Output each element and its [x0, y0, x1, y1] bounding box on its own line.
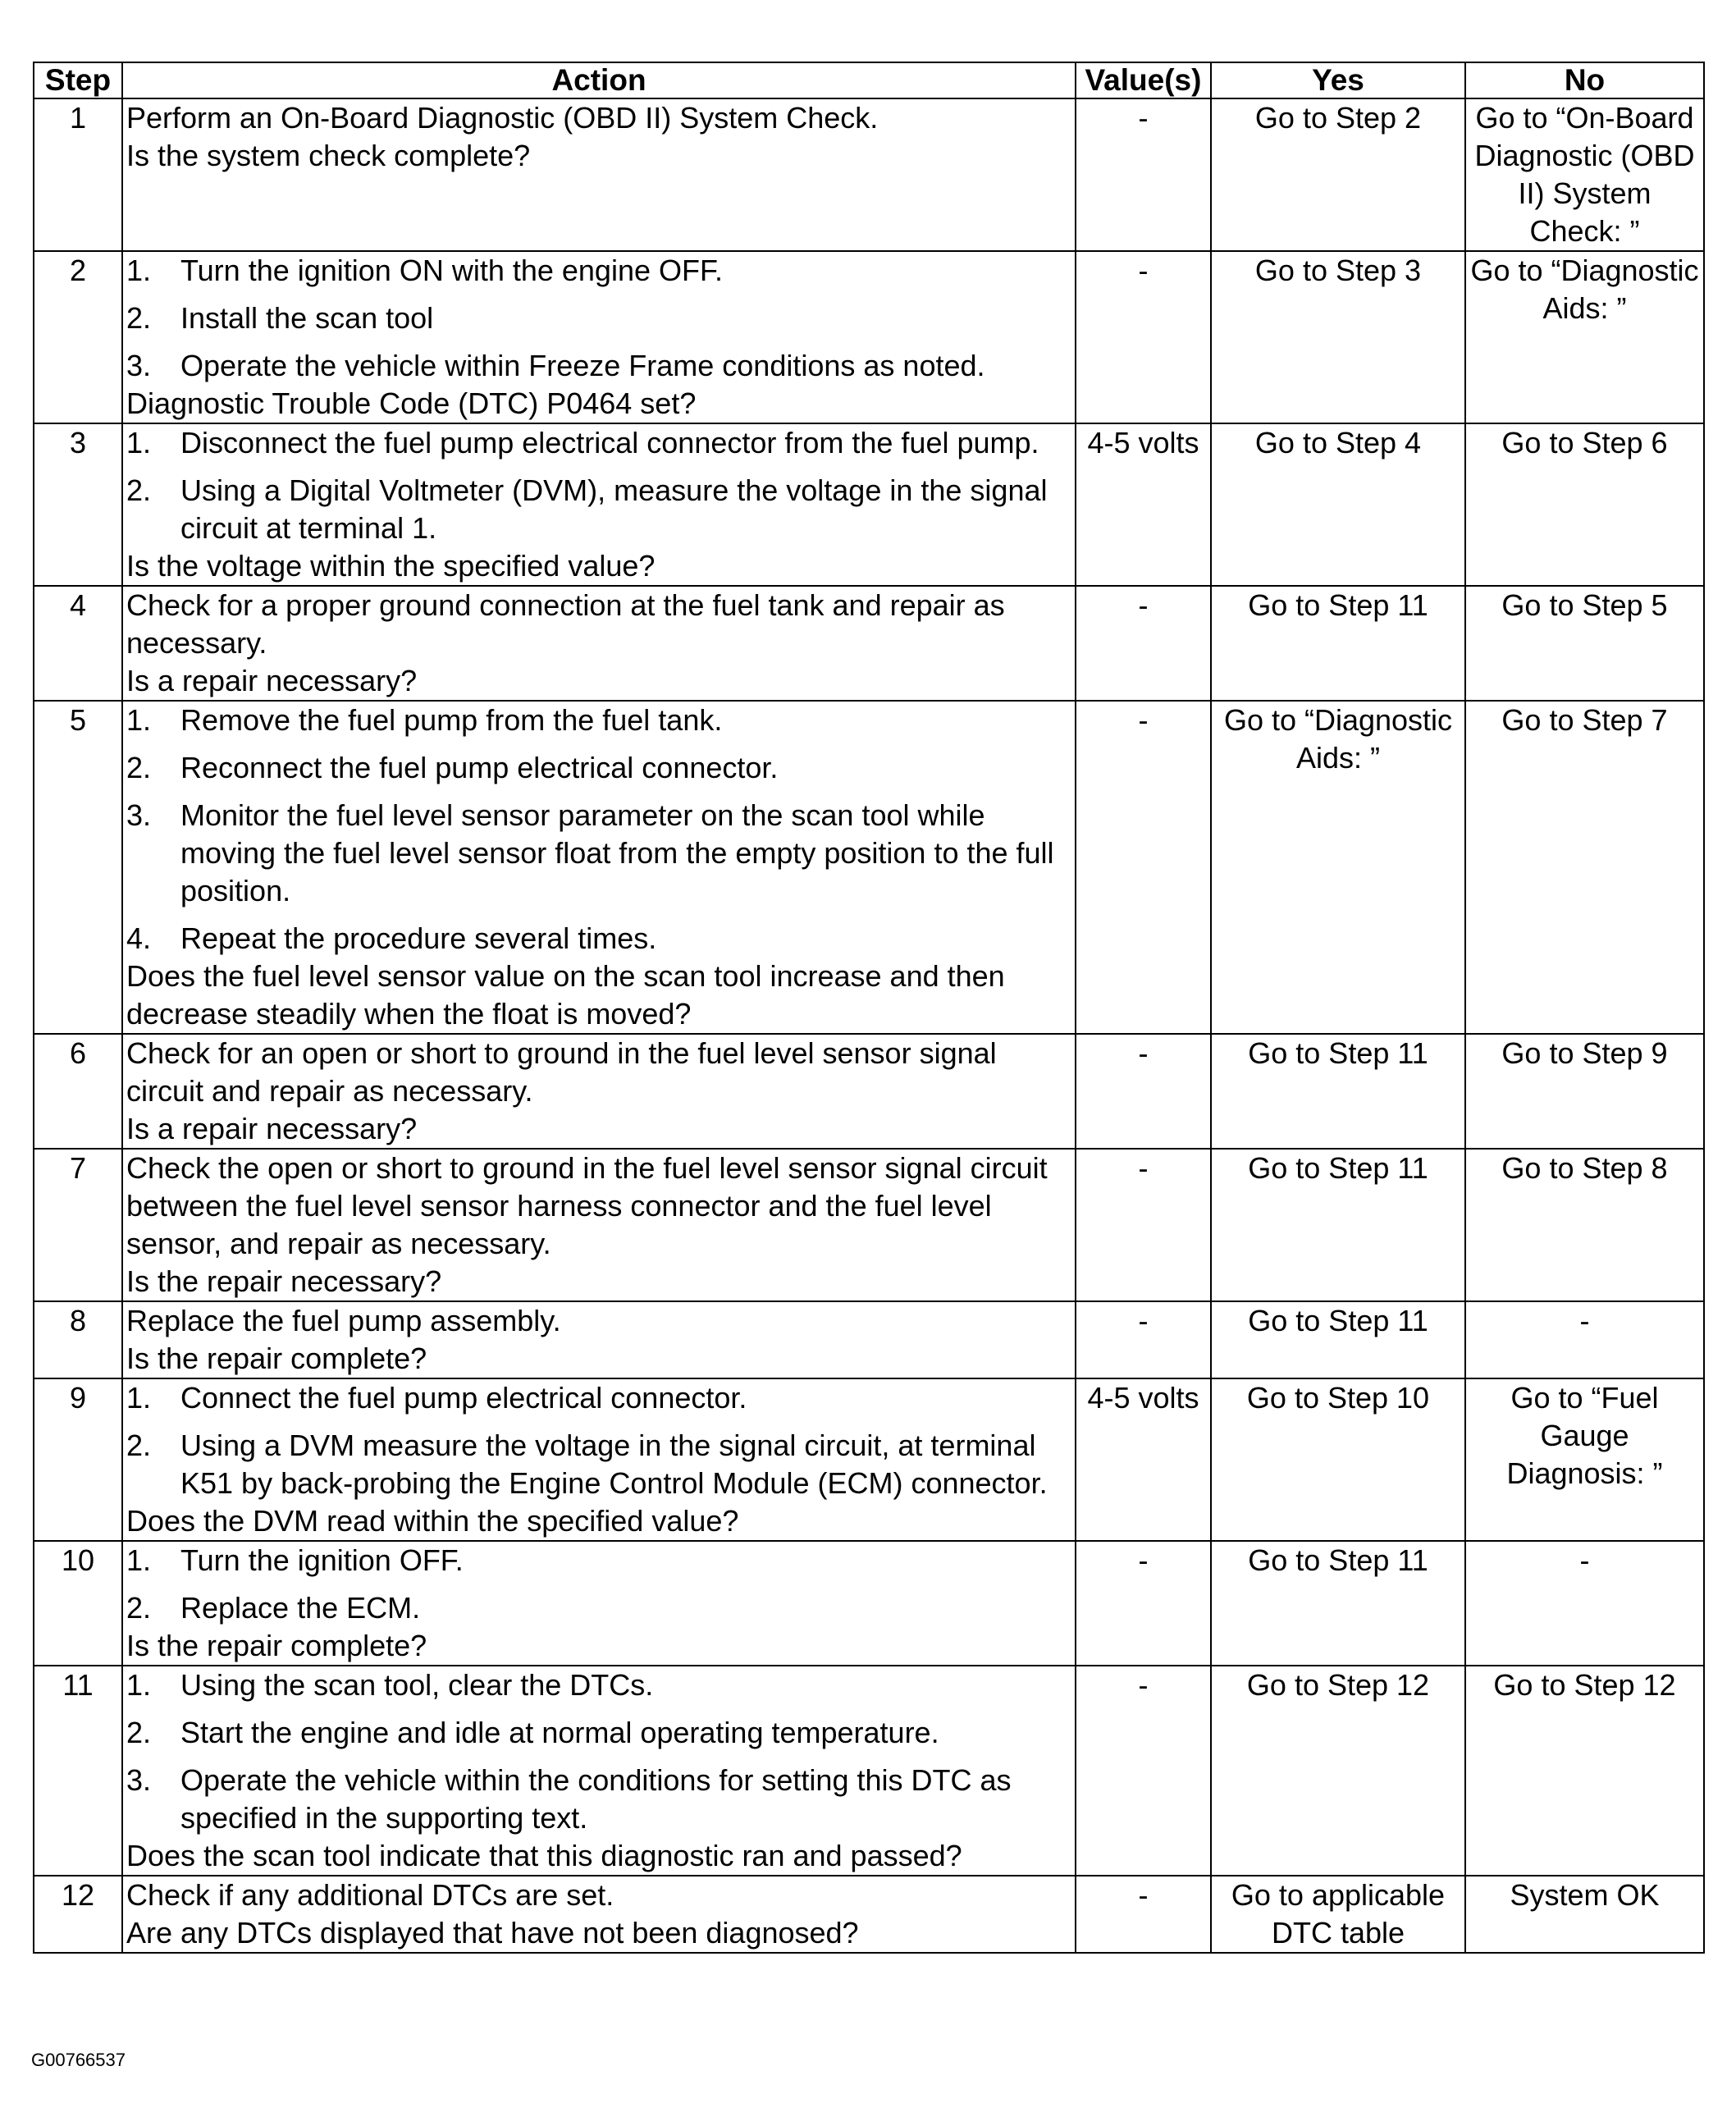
- yes-cell: Go to Step 10: [1211, 1378, 1465, 1541]
- item-number: 3.: [126, 1763, 152, 1797]
- action-cell: [122, 1666, 1076, 1876]
- table-row: [34, 1034, 1704, 1149]
- header-yes: Yes: [1211, 62, 1465, 98]
- value-cell: -: [1076, 251, 1211, 423]
- value-cell: 4-5 volts: [1076, 1378, 1211, 1541]
- action-question: Diagnostic Trouble Code (DTC) P0464 set?: [126, 386, 697, 420]
- action-cell: [122, 1541, 1076, 1666]
- item-number: 2.: [126, 751, 152, 784]
- action-question: Is the system check complete?: [126, 139, 531, 172]
- item-number: 4.: [126, 921, 152, 955]
- no-cell: Go to Step 8: [1465, 1149, 1704, 1301]
- action-step-item: [126, 1666, 1071, 1704]
- table-row: [34, 701, 1704, 1034]
- action-step-item: [126, 702, 1071, 739]
- action-text: Check if any additional DTCs are set.: [126, 1878, 614, 1912]
- step-number: 3: [34, 423, 122, 586]
- table-row: [34, 1301, 1704, 1378]
- step-number: 4: [34, 586, 122, 701]
- action-step-item: [126, 1542, 1071, 1579]
- item-number: 1.: [126, 1543, 152, 1577]
- item-number: 3.: [126, 798, 152, 832]
- yes-cell: Go to Step 4: [1211, 423, 1465, 586]
- header-row: [34, 62, 1704, 98]
- item-text: Repeat the procedure several times.: [180, 921, 657, 955]
- action-question: Does the DVM read within the specified value?: [126, 1504, 739, 1538]
- action-step-item: [126, 1762, 1071, 1837]
- table-row: [34, 1876, 1704, 1953]
- yes-cell: Go to Step 3: [1211, 251, 1465, 423]
- item-text: Monitor the fuel level sensor parameter on the scan tool while moving the fuel level sensor float from the empty position to the full position.: [180, 798, 1054, 907]
- step-number: 10: [34, 1541, 122, 1666]
- action-question: Is a repair necessary?: [126, 664, 418, 697]
- action-step-item: [126, 1427, 1071, 1502]
- yes-cell: Go to Step 11: [1211, 586, 1465, 701]
- step-number: 8: [34, 1301, 122, 1378]
- item-text: Start the engine and idle at normal operating temperature.: [180, 1716, 939, 1749]
- value-cell: -: [1076, 98, 1211, 251]
- table-row: [34, 586, 1704, 701]
- action-text: Perform an On-Board Diagnostic (OBD II) System Check.: [126, 101, 879, 135]
- no-cell: Go to “On-Board Diagnostic (OBD II) System Check: ”: [1465, 98, 1704, 251]
- item-text: Remove the fuel pump from the fuel tank.: [180, 703, 723, 737]
- figure-id: G00766537: [31, 2050, 126, 2070]
- item-text: Turn the ignition ON with the engine OFF.: [180, 254, 723, 287]
- action-step-item: [126, 252, 1071, 290]
- item-text: Using a DVM measure the voltage in the signal circuit, at terminal K51 by back-probing the Engine Control Module (ECM) connector.: [180, 1428, 1048, 1500]
- yes-cell: Go to “Diagnostic Aids: ”: [1211, 701, 1465, 1034]
- yes-cell: Go to Step 11: [1211, 1034, 1465, 1149]
- item-text: Disconnect the fuel pump electrical connector from the fuel pump.: [180, 426, 1039, 459]
- action-text: Check for a proper ground connection at the fuel tank and repair as necessary.: [126, 588, 1005, 660]
- table-row: [34, 98, 1704, 251]
- action-step-item: [126, 797, 1071, 910]
- yes-cell: Go to Step 2: [1211, 98, 1465, 251]
- step-number: 2: [34, 251, 122, 423]
- table-row: [34, 1378, 1704, 1541]
- value-cell: -: [1076, 1149, 1211, 1301]
- item-number: 1.: [126, 1668, 152, 1702]
- no-cell: Go to Step 5: [1465, 586, 1704, 701]
- action-question: Are any DTCs displayed that have not been diagnosed?: [126, 1916, 859, 1950]
- item-number: 1.: [126, 1381, 152, 1415]
- action-step-item: [126, 299, 1071, 337]
- action-text: Check for an open or short to ground in the fuel level sensor signal circuit and repair as necessary.: [126, 1036, 997, 1108]
- action-step-item: [126, 424, 1071, 462]
- action-question: Is the voltage within the specified value?: [126, 549, 656, 583]
- item-text: Reconnect the fuel pump electrical connector.: [180, 751, 779, 784]
- action-cell: [122, 586, 1076, 701]
- item-number: 2.: [126, 1428, 152, 1462]
- item-number: 2.: [126, 1716, 152, 1749]
- no-cell: -: [1465, 1541, 1704, 1666]
- action-question: Does the scan tool indicate that this diagnostic ran and passed?: [126, 1839, 962, 1872]
- item-number: 1.: [126, 254, 152, 287]
- value-cell: -: [1076, 1666, 1211, 1876]
- item-number: 3.: [126, 349, 152, 382]
- step-number: 5: [34, 701, 122, 1034]
- table-row: [34, 1666, 1704, 1876]
- item-number: 1.: [126, 703, 152, 737]
- action-cell: [122, 251, 1076, 423]
- step-number: 6: [34, 1034, 122, 1149]
- action-cell: [122, 1034, 1076, 1149]
- action-step-item: [126, 749, 1071, 787]
- value-cell: -: [1076, 586, 1211, 701]
- item-number: 2.: [126, 301, 152, 335]
- action-cell: [122, 423, 1076, 586]
- no-cell: Go to Step 9: [1465, 1034, 1704, 1149]
- no-cell: Go to Step 6: [1465, 423, 1704, 586]
- table-row: [34, 1149, 1704, 1301]
- no-cell: Go to “Fuel Gauge Diagnosis: ”: [1465, 1378, 1704, 1541]
- action-question: Is a repair necessary?: [126, 1112, 418, 1145]
- yes-cell: Go to Step 11: [1211, 1301, 1465, 1378]
- yes-cell: Go to Step 11: [1211, 1149, 1465, 1301]
- action-cell: [122, 1149, 1076, 1301]
- value-cell: -: [1076, 1034, 1211, 1149]
- action-step-item: [126, 1589, 1071, 1627]
- item-text: Replace the ECM.: [180, 1591, 421, 1625]
- yes-cell: Go to applicable DTC table: [1211, 1876, 1465, 1953]
- step-number: 9: [34, 1378, 122, 1541]
- step-number: 12: [34, 1876, 122, 1953]
- header-no: No: [1465, 62, 1704, 98]
- header-values: Value(s): [1076, 62, 1211, 98]
- table-row: [34, 423, 1704, 586]
- action-question: Does the fuel level sensor value on the scan tool increase and then decrease steadily when the float is moved?: [126, 959, 1005, 1031]
- action-question: Is the repair complete?: [126, 1629, 427, 1662]
- action-text: Check the open or short to ground in the fuel level sensor signal circuit between the fuel level sensor harness connector and the fuel level sensor, and repair as necessary.: [126, 1151, 1048, 1260]
- action-question: Is the repair necessary?: [126, 1264, 442, 1298]
- table-body: [34, 98, 1704, 1953]
- action-cell: [122, 1301, 1076, 1378]
- item-text: Connect the fuel pump electrical connector.: [180, 1381, 747, 1415]
- action-step-item: [126, 920, 1071, 958]
- item-number: 1.: [126, 426, 152, 459]
- item-text: Turn the ignition OFF.: [180, 1543, 464, 1577]
- table-row: [34, 1541, 1704, 1666]
- value-cell: -: [1076, 701, 1211, 1034]
- yes-cell: Go to Step 11: [1211, 1541, 1465, 1666]
- action-question: Is the repair complete?: [126, 1342, 427, 1375]
- action-step-item: [126, 347, 1071, 385]
- no-cell: Go to “Diagnostic Aids: ”: [1465, 251, 1704, 423]
- item-text: Using the scan tool, clear the DTCs.: [180, 1668, 654, 1702]
- no-cell: Go to Step 12: [1465, 1666, 1704, 1876]
- action-text: Replace the fuel pump assembly.: [126, 1304, 561, 1337]
- value-cell: -: [1076, 1876, 1211, 1953]
- action-step-item: [126, 1379, 1071, 1417]
- yes-cell: Go to Step 12: [1211, 1666, 1465, 1876]
- value-cell: 4-5 volts: [1076, 423, 1211, 586]
- item-number: 2.: [126, 1591, 152, 1625]
- no-cell: -: [1465, 1301, 1704, 1378]
- value-cell: -: [1076, 1301, 1211, 1378]
- step-number: 1: [34, 98, 122, 251]
- header-action: Action: [122, 62, 1076, 98]
- step-number: 11: [34, 1666, 122, 1876]
- header-step: Step: [34, 62, 122, 98]
- action-step-item: [126, 472, 1071, 547]
- value-cell: -: [1076, 1541, 1211, 1666]
- item-text: Operate the vehicle within the conditions for setting this DTC as specified in the supporting text.: [180, 1763, 1012, 1835]
- action-cell: [122, 1378, 1076, 1541]
- item-text: Operate the vehicle within Freeze Frame conditions as noted.: [180, 349, 985, 382]
- no-cell: Go to Step 7: [1465, 701, 1704, 1034]
- action-step-item: [126, 1714, 1071, 1752]
- action-cell: [122, 701, 1076, 1034]
- step-number: 7: [34, 1149, 122, 1301]
- item-text: Using a Digital Voltmeter (DVM), measure the voltage in the signal circuit at terminal 1.: [180, 473, 1048, 545]
- table-row: [34, 251, 1704, 423]
- diagnostic-table: [33, 62, 1705, 1954]
- action-cell: [122, 1876, 1076, 1953]
- no-cell: System OK: [1465, 1876, 1704, 1953]
- item-text: Install the scan tool: [180, 301, 434, 335]
- action-cell: [122, 98, 1076, 251]
- item-number: 2.: [126, 473, 152, 507]
